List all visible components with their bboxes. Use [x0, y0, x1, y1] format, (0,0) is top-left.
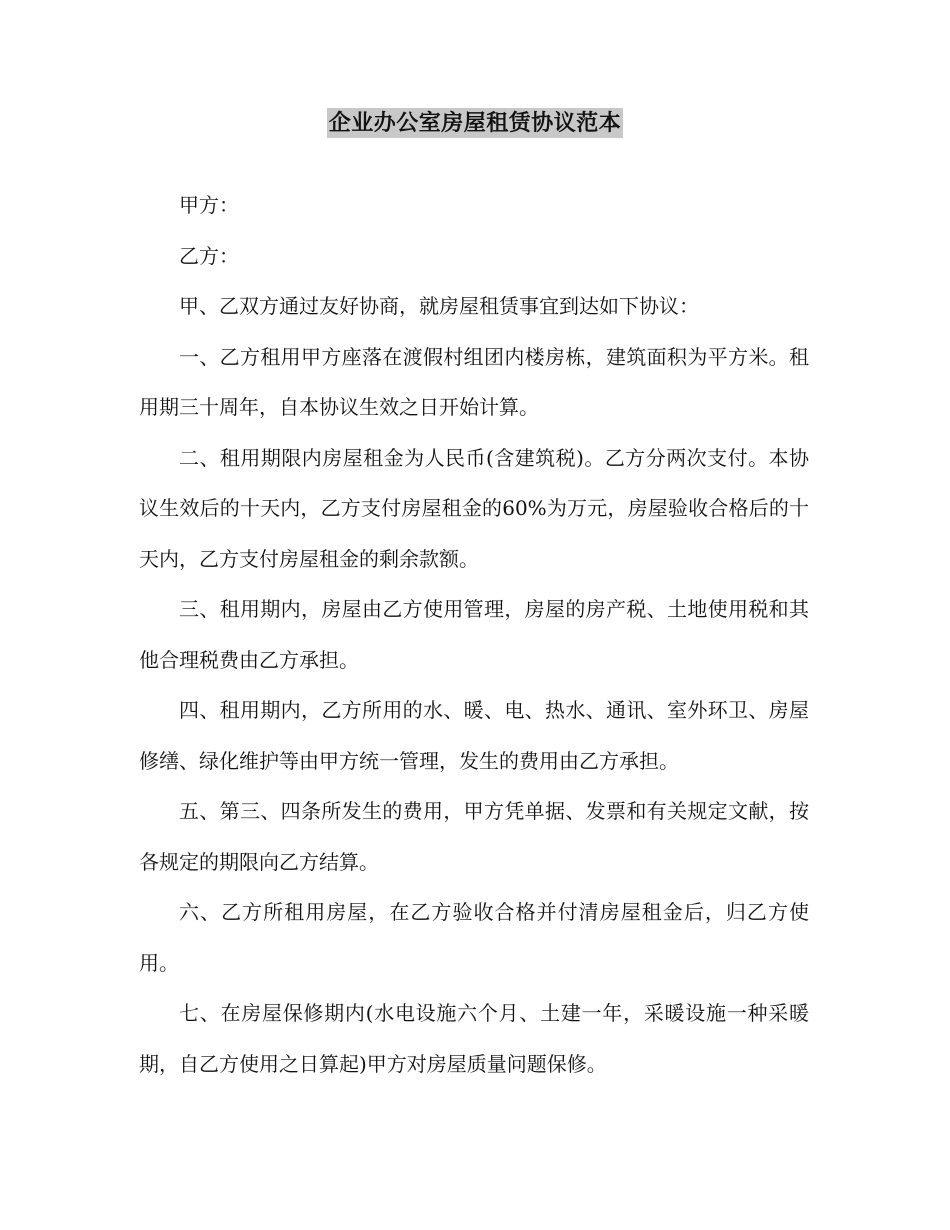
clause-1: 一、乙方租用甲方座落在渡假村组团内楼房栋，建筑面积为平方米。租用期三十周年，自本协议生效之日开始计算。 — [139, 344, 809, 419]
preamble-paragraph: 甲、乙双方通过友好协商，就房屋租赁事宜到达如下协议： — [179, 294, 699, 318]
clause-6: 六、乙方所租用房屋，在乙方验收合格并付清房屋租金后，归乙方使用。 — [139, 900, 809, 975]
document-title: 企业办公室房屋租赁协议范本 — [328, 110, 622, 136]
clause-3: 三、租用期内，房屋由乙方使用管理，房屋的房产税、土地使用税和其他合理税费由乙方承担。 — [139, 597, 809, 672]
clause-7: 七、在房屋保修期内(水电设施六个月、土建一年，采暖设施一种采暖期，自乙方使用之日算起)甲方对房屋质量问题保修。 — [139, 1001, 809, 1076]
party-a-line: 甲方： — [179, 193, 239, 217]
clause-4: 四、租用期内，乙方所用的水、暖、电、热水、通讯、室外环卫、房屋修缮、绿化维护等由甲方统一管理，发生的费用由乙方承担。 — [139, 698, 809, 773]
party-b-line: 乙方： — [179, 243, 239, 268]
clause-2: 二、租用期限内房屋租金为人民币(含建筑税)。乙方分两次支付。本协议生效后的十天内，乙方支付房屋租金的60%为万元，房屋验收合格后的十天内，乙方支付房屋租金的剩余款额。 — [139, 445, 809, 571]
clause-5: 五、第三、四条所发生的费用，甲方凭单据、发票和有关规定文献，按各规定的期限向乙方结算。 — [139, 799, 809, 874]
document-body — [139, 180, 809, 1089]
title-container — [0, 108, 950, 138]
